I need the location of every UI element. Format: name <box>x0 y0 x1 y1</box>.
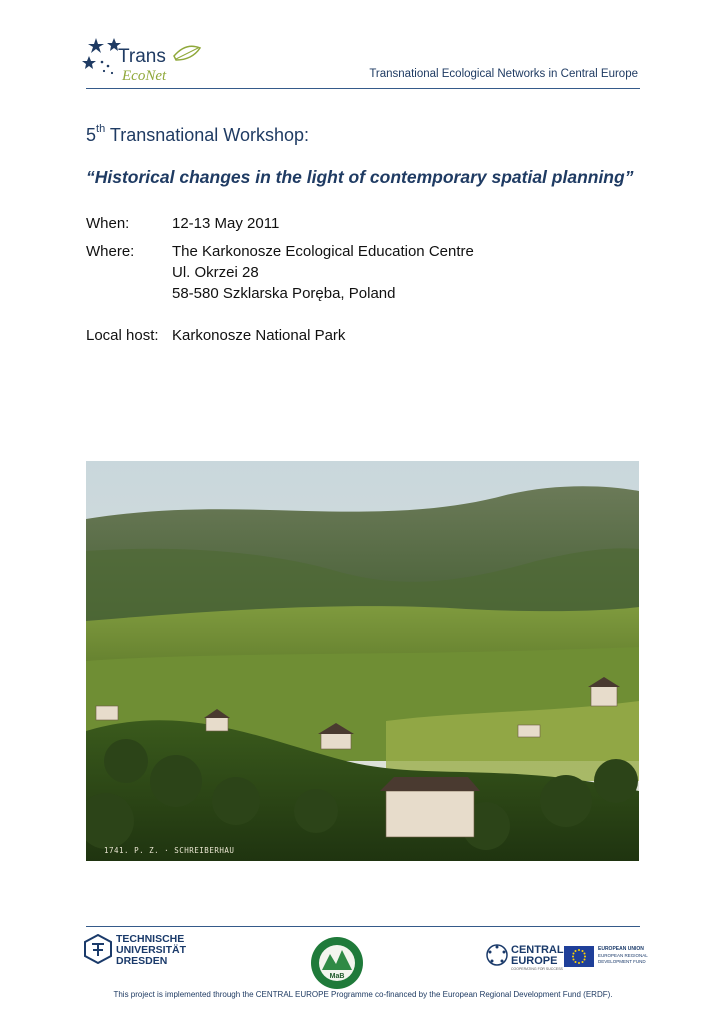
eu-label-line-3: DEVELOPMENT FUND <box>598 959 646 964</box>
when-value: 12-13 May 2011 <box>172 215 280 232</box>
where-street: Ul. Okrzei 28 <box>172 264 259 281</box>
tu-dresden-name-line-1: TECHNISCHE <box>116 933 185 945</box>
workshop-ordinal-suffix: th <box>96 123 106 135</box>
host-label: Local host: <box>86 327 159 344</box>
tu-dresden-name-line-2: UNIVERSITÄT <box>116 944 187 956</box>
central-europe-stars-icon <box>486 944 508 966</box>
central-europe-line-2: EUROPE <box>511 955 558 967</box>
footer-funding-note: This project is implemented through the CENTRAL EUROPE Programme co-financed by the European Regional Development Fund (ERDF). <box>113 990 613 999</box>
workshop-title-text: Transnational Workshop: <box>105 125 309 145</box>
eu-flag-icon <box>564 946 594 967</box>
host-value: Karkonosze National Park <box>172 327 346 344</box>
where-label: Where: <box>86 243 135 260</box>
when-label: When: <box>86 215 130 232</box>
where-city: 58-580 Szklarska Poręba, Poland <box>172 285 396 302</box>
eu-label-line-1: EUROPEAN UNION <box>598 946 644 952</box>
header-divider <box>86 88 640 89</box>
workshop-ordinal: 5 <box>86 125 97 145</box>
footer-divider <box>86 926 640 927</box>
logo-text-econet: EcoNet <box>122 68 167 84</box>
tu-dresden-emblem-icon <box>84 934 112 964</box>
central-europe-tagline: COOPERATING FOR SUCCESS <box>511 967 563 971</box>
workshop-title <box>86 125 309 146</box>
photo-caption: 1741. P. Z. · SCHREIBERHAU <box>104 846 235 855</box>
tu-dresden-name-line-3: DRESDEN <box>116 955 168 967</box>
transeconet-logo <box>82 36 212 86</box>
workshop-subtitle: “Historical changes in the light of contemporary spatial planning” <box>86 167 634 187</box>
karkonosze-mab-logo <box>310 936 364 990</box>
logo-text-trans: Trans <box>118 46 166 67</box>
mab-label: MaB <box>329 973 345 980</box>
eu-label-line-2: EUROPEAN REGIONAL <box>598 953 648 958</box>
landscape-photo <box>86 461 639 861</box>
header-tagline: Transnational Ecological Networks in Central Europe <box>369 68 638 80</box>
central-europe-line-1: CENTRAL <box>511 944 564 956</box>
where-venue: The Karkonosze Ecological Education Centre <box>172 243 474 260</box>
